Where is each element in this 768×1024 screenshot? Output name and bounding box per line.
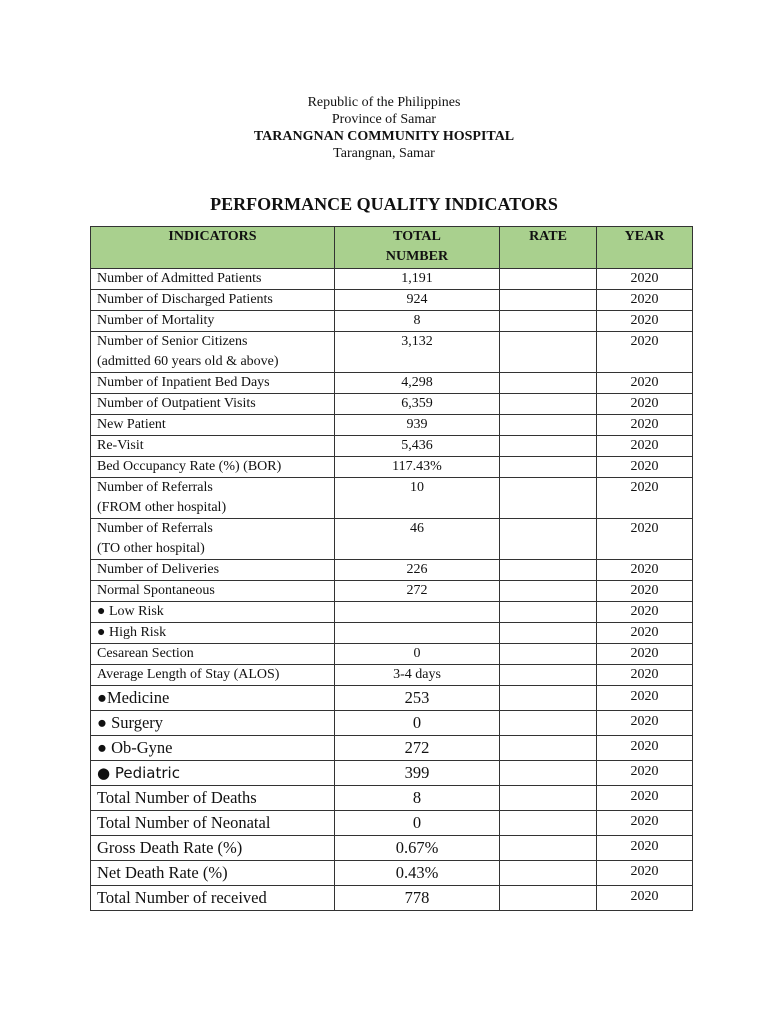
table-row xyxy=(91,736,693,761)
table-header-row xyxy=(91,227,693,269)
year-cell: 2020 xyxy=(597,560,693,581)
header-total-number xyxy=(335,227,500,269)
indicator-cell xyxy=(91,836,335,861)
total-number-cell: 5,436 xyxy=(335,436,500,457)
total-number-cell: 0.43% xyxy=(335,861,500,886)
indicator-cell xyxy=(91,665,335,686)
table-row xyxy=(91,886,693,911)
table-row xyxy=(91,478,693,519)
indicator-label: Total Number of Deaths xyxy=(97,788,257,807)
rate-cell xyxy=(500,269,597,290)
indicator-label: Cesarean Section xyxy=(97,646,194,661)
rate-cell xyxy=(500,711,597,736)
total-number-cell: 924 xyxy=(335,290,500,311)
indicator-sublabel: (TO other hospital) xyxy=(97,541,205,556)
total-number-cell: 8 xyxy=(335,786,500,811)
rate-cell xyxy=(500,886,597,911)
indicator-cell xyxy=(91,711,335,736)
indicator-sublabel: (admitted 60 years old & above) xyxy=(97,354,279,369)
total-number-cell: 0 xyxy=(335,711,500,736)
total-number-cell: 10 xyxy=(335,478,500,519)
header-total-line2: NUMBER xyxy=(385,249,449,264)
indicator-label: Number of Admitted Patients xyxy=(97,271,262,286)
indicator-cell xyxy=(91,415,335,436)
indicator-label: Number of Senior Citizens xyxy=(97,334,248,349)
indicator-label: Net Death Rate (%) xyxy=(97,863,228,882)
year-cell: 2020 xyxy=(597,886,693,911)
indicator-label: Number of Deliveries xyxy=(97,562,220,577)
table-row xyxy=(91,560,693,581)
rate-cell xyxy=(500,311,597,332)
indicator-label: Number of Outpatient Visits xyxy=(97,396,256,411)
indicator-label: ● Pediatric xyxy=(97,764,180,782)
table-row xyxy=(91,836,693,861)
indicator-label: ● Ob-Gyne xyxy=(97,738,173,757)
total-number-cell: 3,132 xyxy=(335,332,500,373)
year-cell: 2020 xyxy=(597,811,693,836)
year-cell: 2020 xyxy=(597,457,693,478)
indicator-cell xyxy=(91,290,335,311)
total-number-cell: 272 xyxy=(335,581,500,602)
indicator-label: Number of Discharged Patients xyxy=(97,292,273,307)
total-number-cell xyxy=(335,623,500,644)
header-province: Province of Samar xyxy=(331,112,437,127)
indicator-cell xyxy=(91,373,335,394)
indicator-cell xyxy=(91,311,335,332)
rate-cell xyxy=(500,581,597,602)
year-cell: 2020 xyxy=(597,602,693,623)
table-row xyxy=(91,711,693,736)
header-year: YEAR xyxy=(597,227,693,269)
year-cell: 2020 xyxy=(597,711,693,736)
indicator-cell xyxy=(91,886,335,911)
indicator-cell xyxy=(91,736,335,761)
total-number-cell: 253 xyxy=(335,686,500,711)
rate-cell xyxy=(500,436,597,457)
rate-cell xyxy=(500,836,597,861)
rate-cell xyxy=(500,665,597,686)
total-number-cell: 4,298 xyxy=(335,373,500,394)
total-number-cell: 939 xyxy=(335,415,500,436)
year-cell: 2020 xyxy=(597,394,693,415)
table-row xyxy=(91,311,693,332)
total-number-cell: 3-4 days xyxy=(335,665,500,686)
table-row xyxy=(91,761,693,786)
table-row xyxy=(91,602,693,623)
year-cell: 2020 xyxy=(597,581,693,602)
indicator-label: Bed Occupancy Rate (%) (BOR) xyxy=(97,459,282,474)
header-country: Republic of the Philippines xyxy=(307,95,461,110)
indicator-cell xyxy=(91,811,335,836)
indicator-label: Re-Visit xyxy=(97,438,144,453)
table-row xyxy=(91,581,693,602)
indicator-cell xyxy=(91,519,335,560)
table-row xyxy=(91,332,693,373)
total-number-cell: 0 xyxy=(335,811,500,836)
header-indicators: INDICATORS xyxy=(91,227,335,269)
rate-cell xyxy=(500,457,597,478)
indicator-cell xyxy=(91,761,335,786)
rate-cell xyxy=(500,786,597,811)
total-number-cell: 8 xyxy=(335,311,500,332)
rate-cell xyxy=(500,332,597,373)
indicator-label: Number of Inpatient Bed Days xyxy=(97,375,270,390)
indicator-label: Gross Death Rate (%) xyxy=(97,838,243,857)
rate-cell xyxy=(500,478,597,519)
rate-cell xyxy=(500,290,597,311)
table-row xyxy=(91,623,693,644)
total-number-cell: 226 xyxy=(335,560,500,581)
indicator-cell xyxy=(91,786,335,811)
rate-cell xyxy=(500,761,597,786)
indicator-cell xyxy=(91,269,335,290)
total-number-cell xyxy=(335,602,500,623)
table-row xyxy=(91,686,693,711)
page-title: PERFORMANCE QUALITY INDICATORS xyxy=(210,194,558,214)
indicator-cell xyxy=(91,457,335,478)
year-cell: 2020 xyxy=(597,436,693,457)
year-cell: 2020 xyxy=(597,836,693,861)
rate-cell xyxy=(500,686,597,711)
document-header xyxy=(0,94,768,162)
year-cell: 2020 xyxy=(597,311,693,332)
rate-cell xyxy=(500,415,597,436)
table-row xyxy=(91,290,693,311)
table-row xyxy=(91,457,693,478)
header-hospital-name: TARANGNAN COMMUNITY HOSPITAL xyxy=(253,129,515,144)
indicator-label: ● High Risk xyxy=(97,625,167,640)
year-cell: 2020 xyxy=(597,478,693,519)
indicators-table xyxy=(90,226,693,911)
year-cell: 2020 xyxy=(597,519,693,560)
indicator-label: Total Number of received xyxy=(97,888,267,907)
indicator-cell xyxy=(91,644,335,665)
year-cell: 2020 xyxy=(597,665,693,686)
table-row xyxy=(91,644,693,665)
indicator-label: Number of Referrals xyxy=(97,480,213,495)
year-cell: 2020 xyxy=(597,761,693,786)
rate-cell xyxy=(500,519,597,560)
rate-cell xyxy=(500,811,597,836)
rate-cell xyxy=(500,560,597,581)
rate-cell xyxy=(500,373,597,394)
indicator-cell xyxy=(91,394,335,415)
indicator-label: Average Length of Stay (ALOS) xyxy=(97,667,280,682)
table-body xyxy=(91,269,693,911)
indicator-cell xyxy=(91,623,335,644)
year-cell: 2020 xyxy=(597,861,693,886)
table-row xyxy=(91,861,693,886)
indicator-label: ●Medicine xyxy=(97,688,170,707)
rate-cell xyxy=(500,394,597,415)
table-row xyxy=(91,394,693,415)
year-cell: 2020 xyxy=(597,415,693,436)
year-cell: 2020 xyxy=(597,623,693,644)
indicator-cell xyxy=(91,602,335,623)
indicator-cell xyxy=(91,581,335,602)
rate-cell xyxy=(500,623,597,644)
indicator-label: Number of Mortality xyxy=(97,313,215,328)
indicator-cell xyxy=(91,560,335,581)
header-total-line1: TOTAL xyxy=(393,229,441,244)
indicator-label: Number of Referrals xyxy=(97,521,213,536)
rate-cell xyxy=(500,736,597,761)
year-cell: 2020 xyxy=(597,644,693,665)
table-row xyxy=(91,269,693,290)
indicator-cell xyxy=(91,436,335,457)
indicator-sublabel: (FROM other hospital) xyxy=(97,500,227,515)
indicator-label: New Patient xyxy=(97,417,166,432)
indicator-label: Normal Spontaneous xyxy=(97,583,215,598)
header-location: Tarangnan, Samar xyxy=(333,146,435,161)
table-row xyxy=(91,811,693,836)
year-cell: 2020 xyxy=(597,786,693,811)
rate-cell xyxy=(500,861,597,886)
year-cell: 2020 xyxy=(597,332,693,373)
table-row xyxy=(91,665,693,686)
indicator-cell xyxy=(91,332,335,373)
year-cell: 2020 xyxy=(597,269,693,290)
year-cell: 2020 xyxy=(597,736,693,761)
table-row xyxy=(91,373,693,394)
indicator-cell xyxy=(91,478,335,519)
rate-cell xyxy=(500,644,597,665)
indicator-label: ● Low Risk xyxy=(97,604,164,619)
indicator-cell xyxy=(91,686,335,711)
total-number-cell: 778 xyxy=(335,886,500,911)
total-number-cell: 46 xyxy=(335,519,500,560)
total-number-cell: 0.67% xyxy=(335,836,500,861)
total-number-cell: 0 xyxy=(335,644,500,665)
indicator-cell xyxy=(91,861,335,886)
table-row xyxy=(91,415,693,436)
year-cell: 2020 xyxy=(597,373,693,394)
indicator-label: ● Surgery xyxy=(97,713,164,732)
total-number-cell: 272 xyxy=(335,736,500,761)
total-number-cell: 117.43% xyxy=(335,457,500,478)
header-rate: RATE xyxy=(500,227,597,269)
table-row xyxy=(91,786,693,811)
table-row xyxy=(91,436,693,457)
year-cell: 2020 xyxy=(597,290,693,311)
year-cell: 2020 xyxy=(597,686,693,711)
total-number-cell: 399 xyxy=(335,761,500,786)
indicator-label: Total Number of Neonatal xyxy=(97,813,271,832)
total-number-cell: 6,359 xyxy=(335,394,500,415)
total-number-cell: 1,191 xyxy=(335,269,500,290)
rate-cell xyxy=(500,602,597,623)
table-row xyxy=(91,519,693,560)
